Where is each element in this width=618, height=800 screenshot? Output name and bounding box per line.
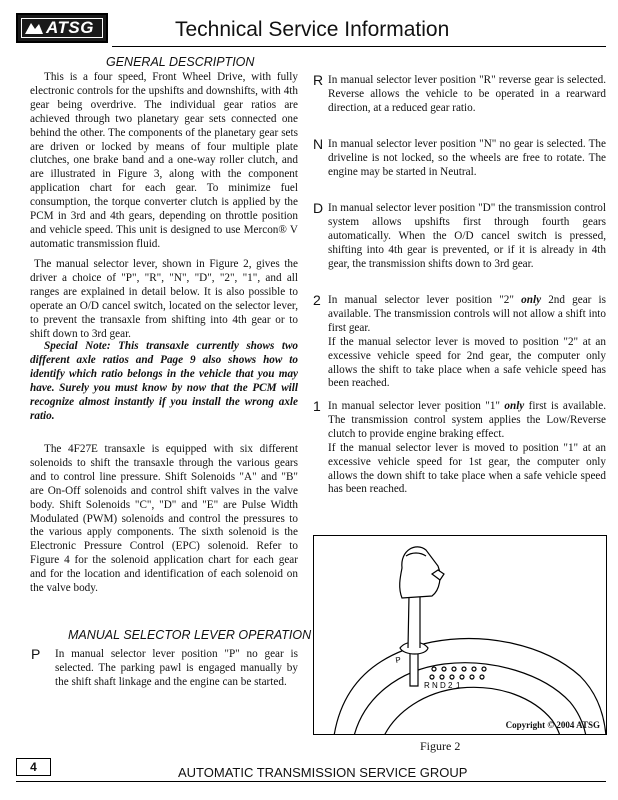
position-r-description: In manual selector lever position "R" reverse gear is selected. Reverse allows the vehicle to be operated in a rearward direction, at a reduced gear ratio. xyxy=(328,74,606,114)
position-d-description: In manual selector lever position "D" the transmission control system allows upshifts first through fourth gears automatically. When the O/D cancel switch is pressed, shifting into 4th gear is prevented, or if it is already in 4th gear, the transmission shifts down to 3rd gear. xyxy=(328,202,606,270)
gate-label-1: 1 xyxy=(456,681,461,690)
footer-text: AUTOMATIC TRANSMISSION SERVICE GROUP xyxy=(178,765,468,780)
gate-label-n: N xyxy=(432,681,438,690)
page-number: 4 xyxy=(16,758,51,776)
footer-divider xyxy=(16,781,606,782)
figure-2-selector-lever-illustration xyxy=(313,535,607,735)
position-1-description: In manual selector lever position "1" only first is available. The transmission control system applies the Low/Reverse clutch to provide engine braking effect. If the manual selector lever is moved to position "1" at an excessive vehicle speed for 1st gear, the computer only allows the down shift to take place when a safe vehicle speed has been reached. xyxy=(328,400,607,496)
gate-label-d: D xyxy=(440,681,446,690)
general-paragraph-3: The 4F27E transaxle is equipped with six different solenoids to shift the transaxle through the various gears and to control line pressure. Shift Solenoids "A" and "B" are On-Off solenoids and control shift valves in the valve body. Shift Solenoids "C", "D" and "E" are Pulse Width Modulated (PWM) solenoids and control the pressures to the various apply components. The sixth solenoid is the Electronic Pressure Control (EPC) solenoid. Refer to Figure 4 for the solenoid application chart for each gear and for the location and identification of each solenoid on the valve body. xyxy=(30,443,298,595)
gate-label-p: P xyxy=(394,655,402,665)
gate-label-2: 2 xyxy=(448,681,453,690)
position-letter-2: 2 xyxy=(313,292,321,308)
position-letter-r: R xyxy=(313,72,324,88)
position-p-description: In manual selector lever position "P" no gear is selected. The parking pawl is engaged manually by the shift shaft linkage and the engine can be started. xyxy=(55,648,298,688)
figure-caption: Figure 2 xyxy=(420,739,461,753)
header-divider xyxy=(112,46,606,47)
logo-text: ATSG xyxy=(46,18,94,37)
general-paragraph-1: This is a four speed, Front Wheel Drive, with fully electronic controls for the upshifts and downshifts, with 4th gear being overdrive. The individual gear ratios are achieved through two planetary gear sets connected one behind the other. The components of the planetary gear sets are driven or locked by means of four multiple plate clutches, one brake band and a one-way roller clutch, and are illustrated in Figure 3, along with the component application chart for each gear. To minimize fuel consumption, the torque converter clutch is applied by the PCM in 3rd and 4th gears, depending on throttle position and vehicle speed. This unit is designed to use Mercon® V automatic transmission fluid. xyxy=(30,71,298,250)
position-letter-n: N xyxy=(313,136,324,152)
position-2-description: In manual selector lever position "2" only 2nd gear is available. The transmission controls will not allow a shift into first gear. If the manual selector lever is moved to position "2" at an excessive vehicle speed for 2nd gear, the computer only allows the shift to take place when a safe vehicle speed has been reached. xyxy=(328,294,607,390)
position-letter-p: P xyxy=(31,646,41,662)
position-letter-d: D xyxy=(313,200,324,216)
position-n-description: In manual selector lever position "N" no gear is selected. The driveline is not locked, so the wheels are free to rotate. The engine may be started in Neutral. xyxy=(328,138,606,178)
page-title: Technical Service Information xyxy=(175,18,450,41)
position-letter-1: 1 xyxy=(313,398,321,414)
gate-label-r: R xyxy=(424,681,430,690)
copyright-notice: Copyright © 2004 ATSG xyxy=(505,720,600,730)
special-note: Special Note: This transaxle currently shows two different axle ratios and Page 9 also shows how to identify which ratio belongs in the vehicle that you may have. Surely you must know by now that the PCM will recognize almost instantly if you install the wrong axle ratio. xyxy=(30,340,298,422)
gear-selector-drawing xyxy=(314,536,607,735)
manual-selector-heading: MANUAL SELECTOR LEVER OPERATION xyxy=(68,628,312,642)
general-description-heading: GENERAL DESCRIPTION xyxy=(106,55,255,69)
general-paragraph-2: The manual selector lever, shown in Figure 2, gives the driver a choice of "P", "R", "N", "D", "2", "1", and all ranges are explained in detail below. It is also possible to operate an O/D cancel switch, located on the selector lever, to prevent the transaxle from shifting into 4th gear or to shift down to 3rd gear. xyxy=(30,258,298,340)
atsg-emblem-icon xyxy=(23,20,45,38)
atsg-logo xyxy=(16,13,108,43)
